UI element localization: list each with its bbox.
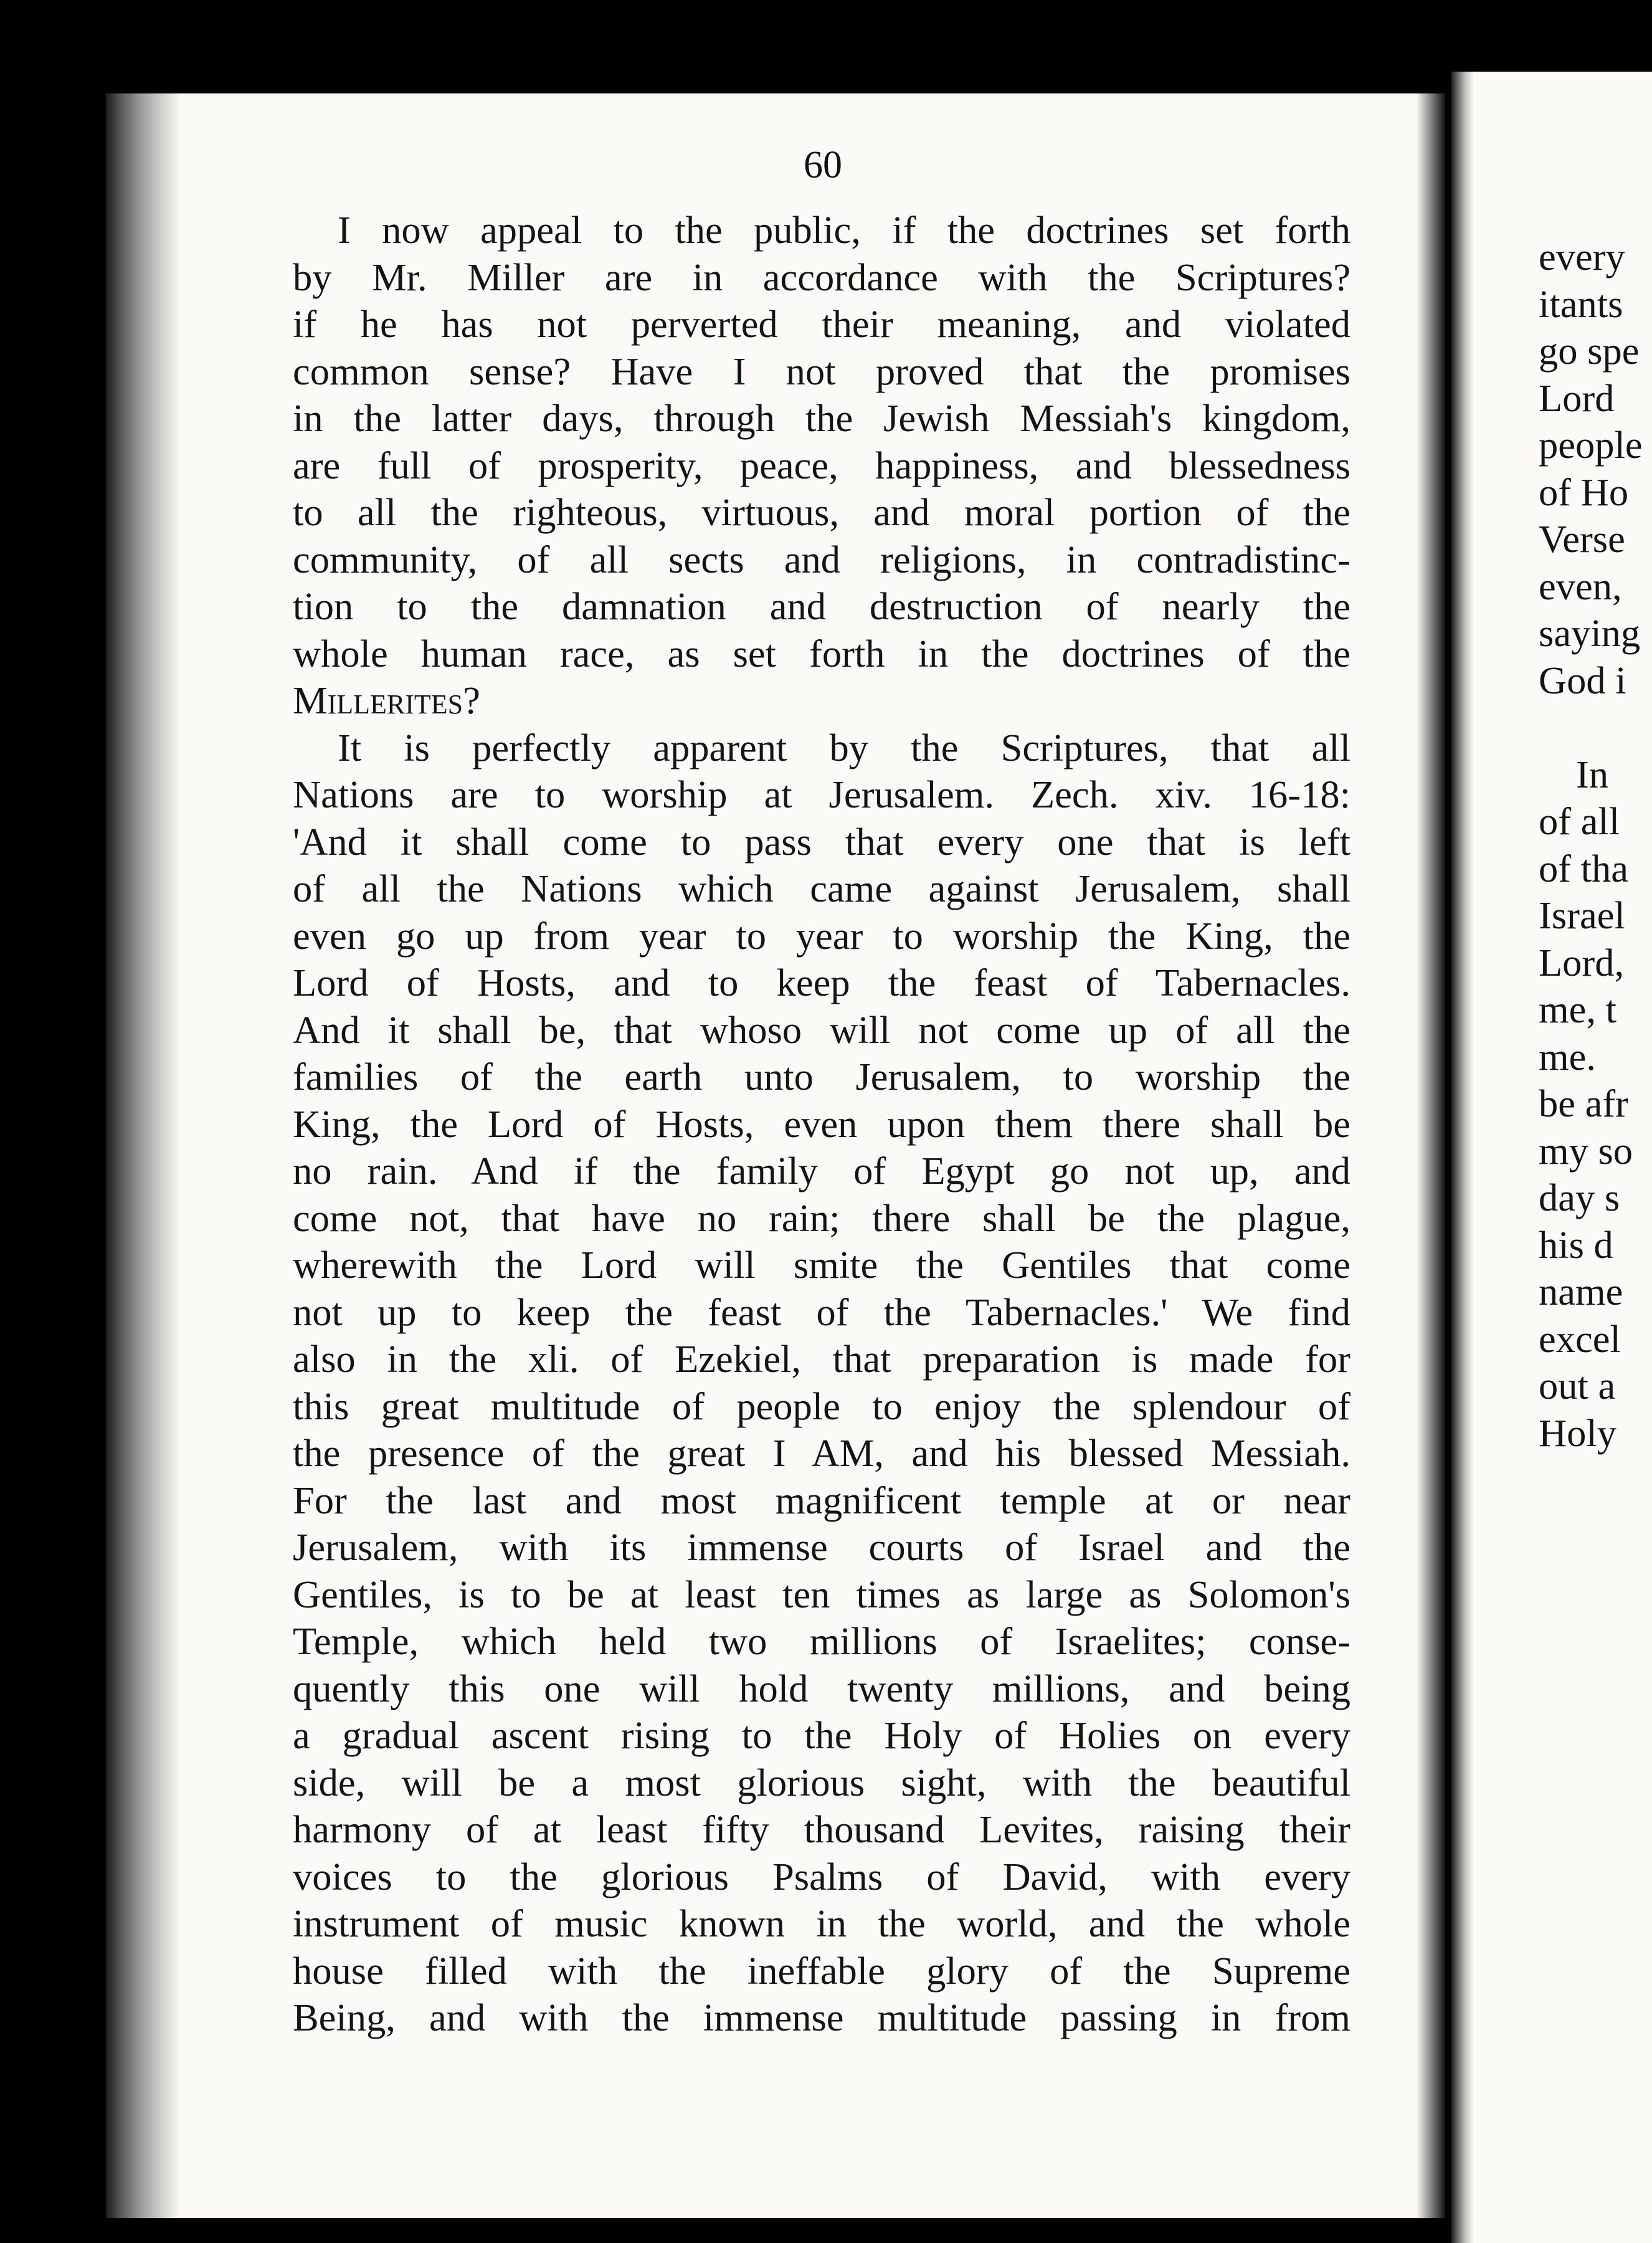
right-page-edge-shadow xyxy=(1451,72,1474,2243)
text-line: my so xyxy=(1539,1128,1633,1173)
text-line: Temple, which held two millions of Israelites; conse- xyxy=(293,1619,1351,1663)
text-line: voices to the glorious Psalms of David, with every xyxy=(293,1854,1351,1898)
text-line: Being, and with the immense multitude passing in from xyxy=(293,1996,1351,2039)
text-line: no rain. And if the family of Egypt go not up, and xyxy=(293,1149,1351,1193)
text-line: me, t xyxy=(1539,988,1616,1031)
text-line: a gradual ascent rising to the Holy of Holies on every xyxy=(293,1713,1351,1757)
text-line: community, of all sects and religions, in contradistinc- xyxy=(293,537,1351,581)
text-line: wherewith the Lord will smite the Gentiles that come xyxy=(293,1243,1351,1287)
text-line: Lord, xyxy=(1539,940,1625,984)
text-line: For the last and most magnificent temple at or near xyxy=(293,1478,1351,1522)
text-line: by Mr. Miller are in accordance with the Scriptures? xyxy=(293,255,1351,299)
text-line: Nations are to worship at Jerusalem. Zech. xiv. 16-18: xyxy=(293,773,1351,816)
text-line: of Ho xyxy=(1539,470,1629,514)
right-page-text xyxy=(1539,234,1652,1457)
text-line: not up to keep the feast of the Tabernacles.' We find xyxy=(293,1290,1351,1334)
text-line: be afr xyxy=(1539,1082,1628,1125)
text-line: And it shall be, that whoso will not come up of all the xyxy=(293,1007,1351,1052)
text-line: day s xyxy=(1539,1176,1620,1219)
text-line: families of the earth unto Jerusalem, to worship the xyxy=(293,1055,1351,1098)
text-line: Israel xyxy=(1539,893,1625,937)
text-line: I now appeal to the public, if the doctrines set forth xyxy=(338,208,1351,252)
text-line: also in the xli. of Ezekiel, that preparation is made for xyxy=(293,1337,1351,1381)
text-line: side, will be a most glorious sight, with the beautiful xyxy=(293,1760,1351,1804)
text-line: are full of prosperity, peace, happiness, and blessedness xyxy=(293,443,1351,487)
text-line: this great multitude of people to enjoy the splendour of xyxy=(293,1384,1351,1428)
text-line: if he has not perverted their meaning, and violated xyxy=(293,302,1351,346)
text-line: saying xyxy=(1539,611,1641,655)
text-line: harmony of at least fifty thousand Levites, raising their xyxy=(293,1807,1351,1851)
text-line: tion to the damnation and destruction of nearly the xyxy=(293,584,1351,628)
text-line: of tha xyxy=(1539,846,1629,890)
text-line: of all the Nations which came against Jerusalem, shall xyxy=(293,867,1351,910)
page-number: 60 xyxy=(804,144,842,186)
text-line: to all the righteous, virtuous, and moral portion of the xyxy=(293,490,1351,534)
text-line: name xyxy=(1539,1270,1623,1313)
text-line: Holy xyxy=(1539,1411,1616,1455)
text-line: Lord xyxy=(1539,376,1615,420)
text-line: Verse xyxy=(1539,517,1625,561)
text-line: even, xyxy=(1539,564,1622,608)
text-line: even go up from year to year to worship the King, the xyxy=(293,913,1351,958)
text-line: itants xyxy=(1539,282,1623,326)
text-line: Lord of Hosts, and to keep the feast of Tabernacles. xyxy=(293,961,1351,1004)
left-page-text xyxy=(293,207,1351,2042)
text-line: common sense? Have I not proved that the promises xyxy=(293,349,1351,393)
text-line: me. xyxy=(1539,1034,1596,1079)
text-line: God i xyxy=(1539,658,1626,702)
text-line: the presence of the great I AM, and his blessed Messiah. xyxy=(293,1431,1351,1475)
text-line: his d xyxy=(1539,1222,1613,1267)
text-line: whole human race, as set forth in the doctrines of the xyxy=(293,631,1351,675)
text-line: quently this one will hold twenty millions, and being xyxy=(293,1666,1351,1710)
text-line: 'And it shall come to pass that every one that is left xyxy=(293,819,1351,864)
text-line: in the latter days, through the Jewish Messiah's kingdom, xyxy=(293,396,1351,440)
text-line: instrument of music known in the world, and the whole xyxy=(293,1902,1351,1945)
text-line: go spe xyxy=(1539,329,1640,373)
paragraph-gap xyxy=(1539,704,1652,751)
text-line: Millerites? xyxy=(293,679,480,722)
text-line: house filled with the ineffable glory of the Supreme xyxy=(293,1948,1351,1993)
text-line: Jerusalem, with its immense courts of Israel and the xyxy=(293,1525,1351,1569)
text-line: out a xyxy=(1539,1364,1616,1407)
text-line: of all xyxy=(1539,799,1620,843)
text-line: Gentiles, is to be at least ten times as large as Solomon's xyxy=(293,1572,1351,1616)
page-binding-shadow xyxy=(106,93,181,2218)
text-line: In xyxy=(1576,752,1609,796)
right-page-fragment xyxy=(1451,72,1652,2243)
text-line: come not, that have no rain; there shall be the plague, xyxy=(293,1196,1351,1240)
text-line: people xyxy=(1539,423,1643,467)
text-line: King, the Lord of Hosts, even upon them there shall be xyxy=(293,1102,1351,1146)
page-edge-shadow xyxy=(1417,93,1445,2218)
text-line: It is perfectly apparent by the Scriptures, that all xyxy=(338,725,1351,769)
text-line: every xyxy=(1539,235,1625,279)
text-line: excel xyxy=(1539,1317,1621,1361)
